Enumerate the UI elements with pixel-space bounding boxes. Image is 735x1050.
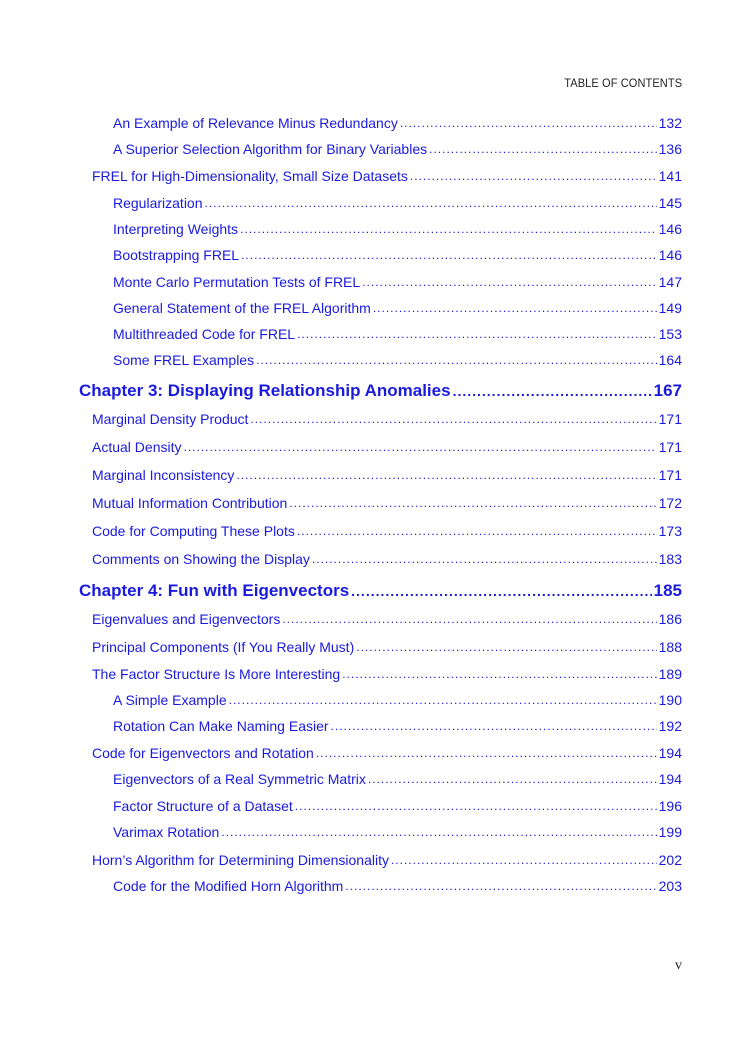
toc-entry-section[interactable] <box>92 742 682 762</box>
toc-entry-page: 146 <box>658 221 682 237</box>
toc-entry-page: 190 <box>658 692 682 708</box>
toc-entry-section[interactable] <box>92 165 682 185</box>
toc-entry-title: General Statement of the FREL Algorithm <box>113 300 371 316</box>
toc-entry-title: Interpreting Weights <box>113 221 239 237</box>
toc-entry-title: Chapter 4: Fun with Eigenvectors <box>79 581 350 600</box>
toc-entry-page: 173 <box>658 523 682 539</box>
dot-leader <box>410 167 657 185</box>
toc-entry-sub[interactable] <box>113 689 682 709</box>
dot-leader <box>183 438 656 456</box>
toc-entry-page: 192 <box>658 718 682 734</box>
toc-entry-section[interactable] <box>92 663 682 683</box>
toc-entry-page: 203 <box>658 878 682 894</box>
toc-entry-title: An Example of Relevance Minus Redundancy <box>113 115 398 131</box>
toc-entry-page: 147 <box>658 274 682 290</box>
toc-entry-title: A Superior Selection Algorithm for Binary Variables <box>113 141 428 157</box>
toc-entry-page: 188 <box>658 639 682 655</box>
toc-entry-sub[interactable] <box>113 271 682 291</box>
dot-leader <box>391 851 657 869</box>
toc-entry-page: 194 <box>658 771 682 787</box>
dot-leader <box>221 823 656 841</box>
dot-leader <box>282 610 656 628</box>
dot-leader <box>362 273 656 291</box>
toc-entry-sub[interactable] <box>113 349 682 369</box>
toc-entry-title: Code for Eigenvectors and Rotation <box>92 745 314 761</box>
toc-entry-chapter[interactable] <box>79 578 682 600</box>
toc-entry-title: A Simple Example <box>113 692 227 708</box>
toc-entry-page: 196 <box>658 798 682 814</box>
toc-entry-title: The Factor Structure Is More Interesting <box>92 666 341 682</box>
toc-entry-page: 183 <box>658 551 682 567</box>
toc-entry-page: 171 <box>658 411 682 427</box>
dot-leader <box>345 877 656 895</box>
toc-entry-sub[interactable] <box>113 218 682 238</box>
toc-entry-title: Horn’s Algorithm for Determining Dimensionality <box>92 852 389 868</box>
dot-leader <box>312 550 657 568</box>
dot-leader <box>295 797 657 815</box>
toc-entry-page: 149 <box>658 300 682 316</box>
toc-entry-sub[interactable] <box>113 768 682 788</box>
toc-entry-sub[interactable] <box>113 715 682 735</box>
toc-entry-section[interactable] <box>92 464 682 484</box>
toc-entry-title: Multithreaded Code for FREL <box>113 326 296 342</box>
toc-entry-sub[interactable] <box>113 875 682 895</box>
dot-leader <box>368 770 657 788</box>
toc-entry-sub[interactable] <box>113 795 682 815</box>
dot-leader <box>331 717 657 735</box>
dot-leader <box>351 582 651 600</box>
toc-entry-title: Factor Structure of a Dataset <box>113 798 293 814</box>
toc-entry-title: Eigenvectors of a Real Symmetric Matrix <box>113 771 366 787</box>
toc-entry-page: 146 <box>658 247 682 263</box>
toc-entry-page: 199 <box>658 824 682 840</box>
toc-entry-sub[interactable] <box>113 821 682 841</box>
running-head: TABLE OF CONTENTS <box>564 76 682 90</box>
dot-leader <box>400 114 657 132</box>
toc-entry-title: Marginal Inconsistency <box>92 467 235 483</box>
toc-entry-section[interactable] <box>92 408 682 428</box>
toc-entry-section[interactable] <box>92 436 682 456</box>
toc-entry-title: Code for the Modified Horn Algorithm <box>113 878 344 894</box>
dot-leader <box>240 220 657 238</box>
toc-entry-sub[interactable] <box>113 297 682 317</box>
dot-leader <box>205 194 657 212</box>
dot-leader <box>429 140 657 158</box>
toc-entry-page: 189 <box>658 666 682 682</box>
toc-entry-chapter[interactable] <box>79 378 682 400</box>
toc-entry-page: 171 <box>658 439 682 455</box>
toc-entry-title: Mutual Information Contribution <box>92 495 288 511</box>
dot-leader <box>250 410 656 428</box>
toc-entry-page: 145 <box>658 195 682 211</box>
toc-entry-sub[interactable] <box>113 192 682 212</box>
toc-entry-section[interactable] <box>92 520 682 540</box>
toc-entry-title: Actual Density <box>92 439 182 455</box>
toc-entry-title: Regularization <box>113 195 203 211</box>
toc-entry-page: 186 <box>658 611 682 627</box>
dot-leader <box>297 325 657 343</box>
toc-entry-page: 132 <box>658 115 682 131</box>
toc-entry-section[interactable] <box>92 636 682 656</box>
toc-entry-title: Rotation Can Make Naming Easier <box>113 718 329 734</box>
toc-entry-title: Varimax Rotation <box>113 824 220 840</box>
toc-entry-title: Bootstrapping FREL <box>113 247 240 263</box>
dot-leader <box>316 744 657 762</box>
toc-entry-title: Code for Computing These Plots <box>92 523 295 539</box>
toc-entry-section[interactable] <box>92 492 682 512</box>
toc-entry-page: 194 <box>658 745 682 761</box>
toc-entry-title: Comments on Showing the Display <box>92 551 310 567</box>
toc-entry-page: 185 <box>653 581 682 600</box>
toc-entry-sub[interactable] <box>113 138 682 158</box>
toc-entry-section[interactable] <box>92 849 682 869</box>
dot-leader <box>356 638 656 656</box>
dot-leader <box>241 246 657 264</box>
toc-entry-section[interactable] <box>92 608 682 628</box>
toc-entry-page: 202 <box>658 852 682 868</box>
toc-entry-title: Some FREL Examples <box>113 352 255 368</box>
dot-leader <box>256 351 657 369</box>
toc-entry-page: 136 <box>658 141 682 157</box>
toc-entry-page: 172 <box>658 495 682 511</box>
toc-entry-sub[interactable] <box>113 244 682 264</box>
toc-entry-page: 171 <box>658 467 682 483</box>
dot-leader <box>289 494 656 512</box>
dot-leader <box>453 382 652 400</box>
toc-entry-page: 164 <box>658 352 682 368</box>
toc-entry-title: Marginal Density Product <box>92 411 249 427</box>
dot-leader <box>229 691 657 709</box>
dot-leader <box>297 522 657 540</box>
toc-entry-title: FREL for High-Dimensionality, Small Size Datasets <box>92 168 408 184</box>
toc-entry-title: Principal Components (If You Really Must) <box>92 639 355 655</box>
toc-entry-title: Eigenvalues and Eigenvectors <box>92 611 281 627</box>
dot-leader <box>236 466 656 484</box>
toc-entry-title: Chapter 3: Displaying Relationship Anomalies <box>79 381 451 400</box>
toc-entry-page: 153 <box>658 326 682 342</box>
toc-entry-sub[interactable] <box>113 323 682 343</box>
dot-leader <box>373 299 657 317</box>
toc-entry-page: 167 <box>653 381 682 400</box>
toc-entry-title: Monte Carlo Permutation Tests of FREL <box>113 274 361 290</box>
page-number: v <box>675 958 682 973</box>
toc-entry-section[interactable] <box>92 548 682 568</box>
toc-entry-page: 141 <box>658 168 682 184</box>
dot-leader <box>342 665 656 683</box>
toc-entry-sub[interactable] <box>113 112 682 132</box>
